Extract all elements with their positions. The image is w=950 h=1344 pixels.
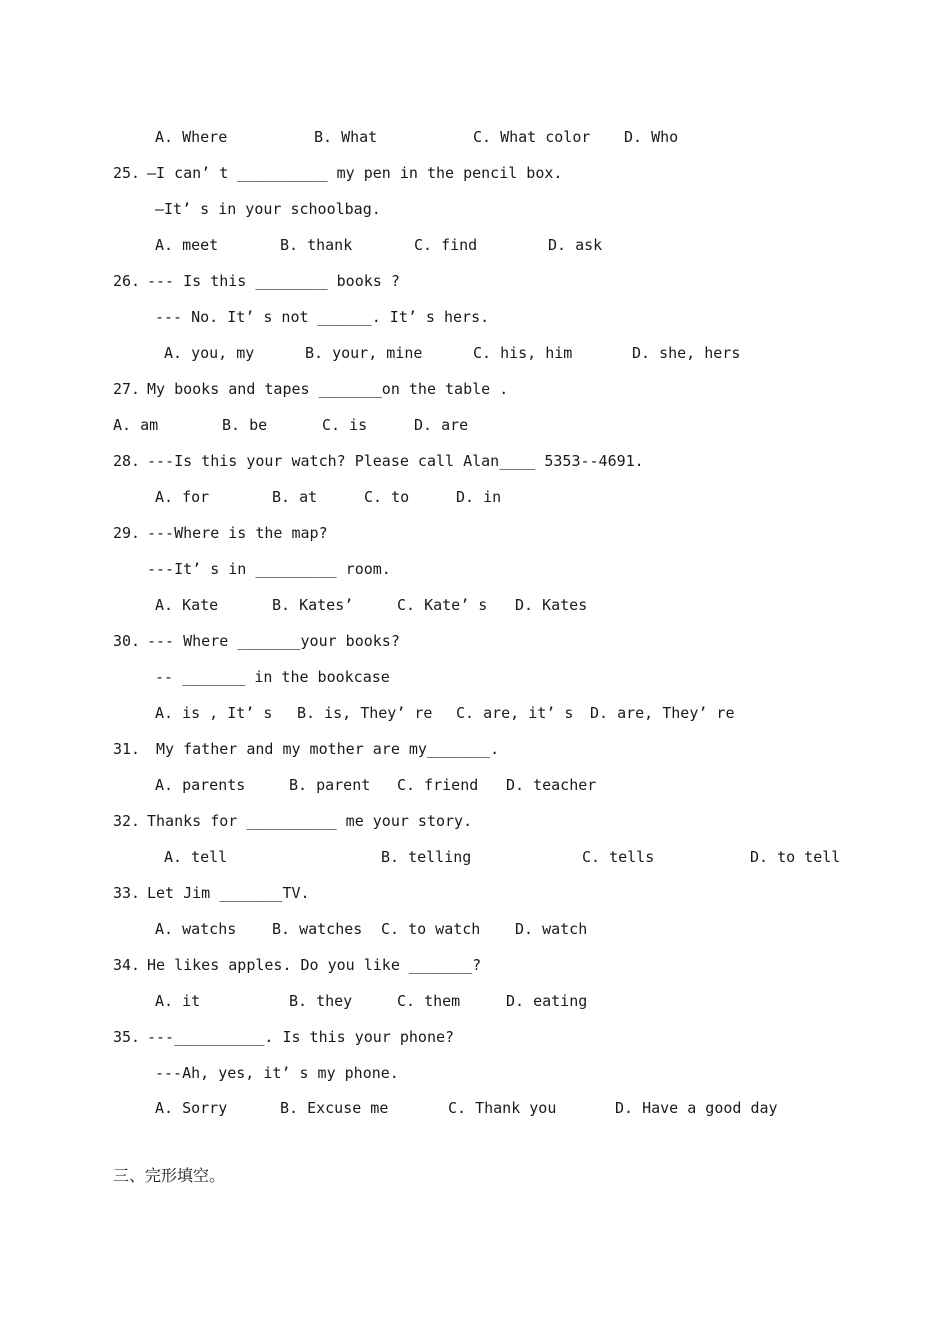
q27-line-1: My books and tapes _______on the table . [147, 380, 509, 398]
q35-option-c: C. Thank you [448, 1099, 557, 1117]
q25-option-a: A. meet [155, 236, 219, 254]
q29-option-d: D. Kates [515, 596, 588, 614]
q32-option-d: D. to tell [750, 848, 841, 866]
q24-option-c: C. What color [473, 128, 591, 146]
q34-option-a: A. it [155, 992, 201, 1010]
q34-option-d: D. eating [506, 992, 588, 1010]
q30-line-1: --- Where _______your books? [147, 632, 400, 650]
q27-option-b: B. be [222, 416, 268, 434]
q33-option-d: D. watch [515, 920, 588, 938]
q33-line-1: Let Jim _______TV. [147, 884, 310, 902]
q35-line-2: ---Ah, yes, it’ s my phone. [155, 1064, 399, 1082]
q31-option-c: C. friend [397, 776, 479, 794]
q34-option-c: C. them [397, 992, 461, 1010]
q25-line-1: —I can’ t __________ my pen in the pencil box. [147, 164, 563, 182]
q30-option-d: D. are, They’ re [590, 704, 735, 722]
q25-line-2: —It’ s in your schoolbag. [155, 200, 381, 218]
q32-option-a: A. tell [164, 848, 228, 866]
q35-option-d: D. Have a good day [615, 1099, 778, 1117]
q34-number: 34. [113, 956, 141, 974]
q27-option-a: A. am [113, 416, 159, 434]
q32-option-c: C. tells [582, 848, 655, 866]
q34-line-1: He likes apples. Do you like _______? [147, 956, 482, 974]
q26-option-c: C. his, him [473, 344, 573, 362]
q26-option-d: D. she, hers [632, 344, 741, 362]
q26-line-1: --- Is this ________ books ? [147, 272, 400, 290]
q29-option-b: B. Kates’ [272, 596, 354, 614]
q29-line-1: ---Where is the map? [147, 524, 328, 542]
q31-option-a: A. parents [155, 776, 246, 794]
q28-option-b: B. at [272, 488, 318, 506]
q35-option-b: B. Excuse me [280, 1099, 389, 1117]
q25-number: 25. [113, 164, 141, 182]
q26-option-a: A. you, my [164, 344, 255, 362]
q27-option-c: C. is [322, 416, 368, 434]
q35-option-a: A. Sorry [155, 1099, 228, 1117]
q31-line-1: My father and my mother are my_______. [147, 740, 500, 758]
q28-line-1: ---Is this your watch? Please call Alan____ 5353--4691. [147, 452, 644, 470]
q25-option-c: C. find [414, 236, 478, 254]
q24-option-d: D. Who [624, 128, 679, 146]
q31-option-b: B. parent [289, 776, 371, 794]
q30-option-b: B. is, They’ re [297, 704, 433, 722]
q29-line-2: ---It’ s in _________ room. [147, 560, 391, 578]
q28-option-a: A. for [155, 488, 210, 506]
q28-number: 28. [113, 452, 141, 470]
q31-option-d: D. teacher [506, 776, 597, 794]
q27-number: 27. [113, 380, 141, 398]
q33-option-a: A. watchs [155, 920, 237, 938]
q30-option-c: C. are, it’ s [456, 704, 574, 722]
q26-line-2: --- No. It’ s not ______. It’ s hers. [155, 308, 490, 326]
q25-option-d: D. ask [548, 236, 603, 254]
q24-option-b: B. What [314, 128, 378, 146]
q27-option-d: D. are [414, 416, 469, 434]
q32-line-1: Thanks for __________ me your story. [147, 812, 473, 830]
q28-option-c: C. to [364, 488, 410, 506]
q34-option-b: B. they [289, 992, 353, 1010]
q35-line-1: ---__________. Is this your phone? [147, 1028, 455, 1046]
q30-line-2: -- _______ in the bookcase [155, 668, 390, 686]
q29-number: 29. [113, 524, 141, 542]
q26-number: 26. [113, 272, 141, 290]
q33-option-b: B. watches [272, 920, 363, 938]
q24-option-a: A. Where [155, 128, 228, 146]
section-heading: 三、完形填空。 [113, 1166, 226, 1185]
q31-number: 31. [113, 740, 141, 758]
q30-option-a: A. is , It’ s [155, 704, 273, 722]
q28-option-d: D. in [456, 488, 502, 506]
q29-option-c: C. Kate’ s [397, 596, 488, 614]
q32-option-b: B. telling [381, 848, 472, 866]
q32-number: 32. [113, 812, 141, 830]
q30-number: 30. [113, 632, 141, 650]
q33-option-c: C. to watch [381, 920, 481, 938]
q29-option-a: A. Kate [155, 596, 219, 614]
q35-number: 35. [113, 1028, 141, 1046]
q25-option-b: B. thank [280, 236, 353, 254]
q33-number: 33. [113, 884, 141, 902]
q26-option-b: B. your, mine [305, 344, 423, 362]
